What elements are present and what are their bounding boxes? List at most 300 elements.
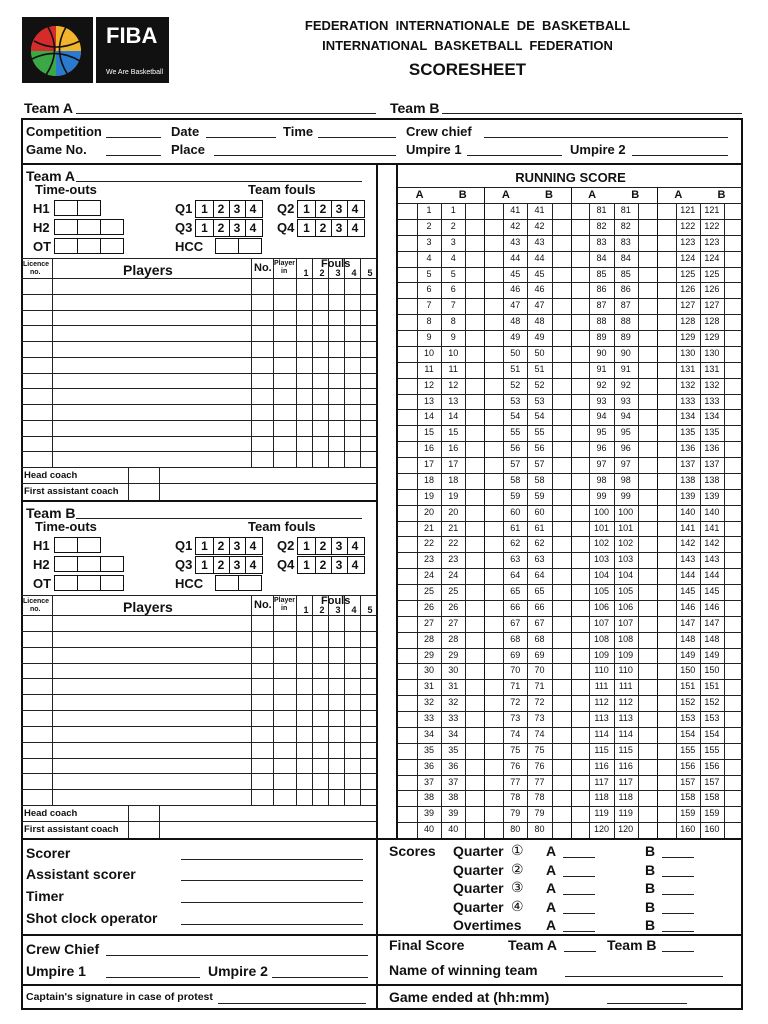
running-score-a-60[interactable]: 60 [510,506,521,517]
assistant-scorer-field[interactable] [181,880,363,881]
running-score-b-27[interactable]: 27 [448,617,459,628]
running-score-b-60[interactable]: 60 [534,506,545,517]
overtimes-b-field[interactable] [662,931,694,932]
running-score-b-63[interactable]: 63 [534,554,545,565]
running-score-a-153[interactable]: 153 [680,713,696,723]
running-score-a-32[interactable]: 32 [424,697,435,708]
running-score-b-7[interactable]: 7 [450,300,456,311]
team-b-q1-foul-4[interactable]: 4 [245,538,260,554]
running-score-b-13[interactable]: 13 [448,395,459,406]
running-score-b-75[interactable]: 75 [534,744,545,755]
running-score-a-150[interactable]: 150 [680,665,696,676]
running-score-b-40[interactable]: 40 [448,824,459,835]
running-score-a-22[interactable]: 22 [424,538,435,549]
running-score-a-132[interactable]: 132 [680,379,696,390]
running-score-a-69[interactable]: 69 [510,649,521,660]
running-score-a-3[interactable]: 3 [426,236,432,247]
running-score-a-94[interactable]: 94 [596,411,607,422]
running-score-b-62[interactable]: 62 [534,538,545,549]
team-a-timeout-box[interactable] [77,200,101,216]
running-score-a-37[interactable]: 37 [424,776,435,787]
running-score-a-114[interactable]: 114 [594,728,609,739]
team-a-q2-foul-2[interactable]: 2 [315,201,330,217]
running-score-a-36[interactable]: 36 [424,760,435,771]
running-score-a-19[interactable]: 19 [424,490,435,501]
running-score-a-6[interactable]: 6 [426,284,432,295]
team-a-player-row[interactable] [21,325,377,326]
running-score-b-58[interactable]: 58 [534,474,545,485]
running-score-a-83[interactable]: 83 [596,236,607,247]
running-score-b-126[interactable]: 126 [704,284,720,295]
team-a-player-row[interactable] [21,357,377,358]
running-score-a-143[interactable]: 143 [680,554,696,565]
team-b-name-field[interactable] [76,518,362,519]
running-score-b-66[interactable]: 66 [534,601,545,612]
running-score-a-71[interactable]: 71 [510,681,521,692]
game-no-field[interactable] [106,155,161,156]
running-score-b-122[interactable]: 122 [704,220,720,231]
umpire2-field[interactable] [632,155,728,156]
running-score-b-160[interactable]: 160 [704,824,720,835]
running-score-a-131[interactable]: 131 [680,363,696,374]
running-score-a-140[interactable]: 140 [680,506,696,517]
running-score-a-58[interactable]: 58 [510,474,521,485]
team-a-hcc-box[interactable] [215,238,239,254]
running-score-b-100[interactable]: 100 [618,506,634,517]
running-score-a-158[interactable]: 158 [680,792,696,803]
team-a-timeout-box[interactable] [77,219,101,235]
running-score-a-33[interactable]: 33 [424,713,435,723]
team-b-player-row[interactable] [21,742,377,743]
team-a-player-row[interactable] [21,373,377,374]
running-score-a-70[interactable]: 70 [510,665,521,676]
running-score-a-159[interactable]: 159 [680,808,696,819]
running-score-b-91[interactable]: 91 [620,363,631,374]
team-a-name-field[interactable] [76,181,362,182]
running-score-b-88[interactable]: 88 [620,316,631,327]
running-score-a-41[interactable]: 41 [510,205,521,215]
team-a-player-row[interactable] [21,388,377,389]
running-score-b-80[interactable]: 80 [534,824,545,835]
running-score-b-121[interactable]: 121 [704,205,720,215]
running-score-b-114[interactable]: 114 [618,728,633,739]
running-score-a-65[interactable]: 65 [510,586,521,596]
crew-chief-sign-field[interactable] [106,955,368,956]
running-score-b-55[interactable]: 55 [534,427,545,438]
running-score-a-127[interactable]: 127 [680,300,696,311]
umpire1-sign-field[interactable] [106,977,200,978]
running-score-a-51[interactable]: 51 [510,363,521,374]
running-score-a-35[interactable]: 35 [424,744,435,755]
running-score-a-141[interactable]: 141 [680,522,696,533]
team-b-timeout-box[interactable] [100,556,124,572]
running-score-a-128[interactable]: 128 [680,316,696,327]
team-a-q2-foul-3[interactable]: 3 [331,201,346,217]
running-score-b-90[interactable]: 90 [620,347,631,358]
running-score-b-93[interactable]: 93 [620,395,631,406]
running-score-a-149[interactable]: 149 [680,649,696,660]
running-score-b-51[interactable]: 51 [534,363,545,374]
running-score-b-110[interactable]: 110 [618,665,633,676]
team-b-q3-foul-3[interactable]: 3 [229,557,244,573]
quarter-3-b-field[interactable] [662,894,694,895]
running-score-a-34[interactable]: 34 [424,728,435,739]
running-score-b-156[interactable]: 156 [704,760,720,771]
running-score-a-72[interactable]: 72 [510,697,521,708]
running-score-b-89[interactable]: 89 [620,332,631,342]
team-b-q1-foul-3[interactable]: 3 [229,538,244,554]
running-score-b-99[interactable]: 99 [620,490,631,501]
running-score-b-30[interactable]: 30 [448,665,459,676]
running-score-b-101[interactable]: 101 [618,522,634,533]
running-score-b-107[interactable]: 107 [618,617,634,628]
running-score-b-6[interactable]: 6 [450,284,456,295]
running-score-b-14[interactable]: 14 [448,411,459,422]
running-score-b-49[interactable]: 49 [534,332,545,342]
running-score-b-29[interactable]: 29 [448,649,459,660]
running-score-b-153[interactable]: 153 [704,713,720,723]
running-score-b-12[interactable]: 12 [448,379,459,390]
team-a-player-row[interactable] [21,467,377,468]
running-score-a-101[interactable]: 101 [594,522,610,533]
team-b-timeout-box[interactable] [54,537,78,553]
running-score-a-157[interactable]: 157 [680,776,696,787]
running-score-a-92[interactable]: 92 [596,379,607,390]
running-score-a-27[interactable]: 27 [424,617,435,628]
running-score-a-138[interactable]: 138 [680,474,696,485]
captain-signature-field[interactable] [218,1003,366,1004]
running-score-a-155[interactable]: 155 [680,744,696,755]
running-score-a-122[interactable]: 122 [680,220,696,231]
running-score-b-154[interactable]: 154 [704,728,720,739]
running-score-b-64[interactable]: 64 [534,570,545,581]
running-score-a-136[interactable]: 136 [680,443,696,454]
running-score-a-7[interactable]: 7 [426,300,432,311]
team-a-q1-foul-1[interactable]: 1 [201,202,208,216]
running-score-a-62[interactable]: 62 [510,538,521,549]
running-score-b-67[interactable]: 67 [534,617,545,628]
running-score-a-133[interactable]: 133 [680,395,696,406]
running-score-b-76[interactable]: 76 [534,760,545,771]
team-b-player-row[interactable] [21,678,377,679]
quarter-2-b-field[interactable] [662,876,694,877]
team-a-player-row[interactable] [21,294,377,295]
team-b-q1-foul-1[interactable]: 1 [201,539,208,553]
running-score-a-8[interactable]: 8 [426,316,432,327]
running-score-b-84[interactable]: 84 [620,252,631,263]
date-field[interactable] [206,137,276,138]
team-b-player-row[interactable] [21,726,377,727]
running-score-b-31[interactable]: 31 [448,681,459,692]
running-score-b-24[interactable]: 24 [448,570,459,581]
team-a-q2-foul-1[interactable]: 1 [303,202,310,216]
running-score-a-49[interactable]: 49 [510,332,521,342]
running-score-a-135[interactable]: 135 [680,427,696,438]
running-score-b-98[interactable]: 98 [620,474,631,485]
running-score-b-125[interactable]: 125 [704,268,720,279]
running-score-a-119[interactable]: 119 [594,808,609,819]
team-a-timeout-box[interactable] [54,238,78,254]
running-score-b-5[interactable]: 5 [450,268,456,279]
winning-team-field[interactable] [565,976,723,977]
running-score-b-134[interactable]: 134 [704,411,720,422]
running-score-b-119[interactable]: 119 [618,808,633,819]
running-score-a-57[interactable]: 57 [510,459,521,469]
running-score-a-2[interactable]: 2 [426,220,432,231]
running-score-b-70[interactable]: 70 [534,665,545,676]
running-score-a-97[interactable]: 97 [596,459,607,469]
scorer-field[interactable] [181,859,363,860]
running-score-b-130[interactable]: 130 [704,347,720,358]
running-score-b-139[interactable]: 139 [704,490,720,501]
running-score-a-68[interactable]: 68 [510,633,521,644]
running-score-a-118[interactable]: 118 [594,792,609,803]
team-a-q3-foul-2[interactable]: 2 [213,220,228,236]
running-score-b-34[interactable]: 34 [448,728,459,739]
running-score-a-147[interactable]: 147 [680,617,696,628]
running-score-b-4[interactable]: 4 [450,252,456,263]
running-score-b-8[interactable]: 8 [450,316,456,327]
running-score-b-69[interactable]: 69 [534,649,545,660]
running-score-b-41[interactable]: 41 [534,205,545,215]
running-score-b-117[interactable]: 117 [618,776,633,787]
running-score-b-52[interactable]: 52 [534,379,545,390]
quarter-1-a-field[interactable] [563,857,595,858]
running-score-a-31[interactable]: 31 [424,681,435,692]
quarter-1-b-field[interactable] [662,857,694,858]
team-a-timeout-box[interactable] [100,219,124,235]
team-b-player-row[interactable] [21,663,377,664]
running-score-b-112[interactable]: 112 [618,697,633,708]
team-b-player-row[interactable] [21,773,377,774]
running-score-b-86[interactable]: 86 [620,284,631,295]
running-score-b-97[interactable]: 97 [620,459,631,469]
running-score-b-74[interactable]: 74 [534,728,545,739]
running-score-a-18[interactable]: 18 [424,474,435,485]
team-b-player-row[interactable] [21,647,377,648]
running-score-a-99[interactable]: 99 [596,490,607,501]
running-score-a-113[interactable]: 113 [594,713,609,723]
running-score-b-127[interactable]: 127 [704,300,720,311]
running-score-a-79[interactable]: 79 [510,808,521,819]
running-score-a-86[interactable]: 86 [596,284,607,295]
running-score-b-73[interactable]: 73 [534,713,545,723]
running-score-b-150[interactable]: 150 [704,665,720,676]
running-score-b-155[interactable]: 155 [704,744,720,755]
team-b-q4-foul-1[interactable]: 1 [303,558,310,572]
team-a-timeout-box[interactable] [54,219,78,235]
running-score-a-45[interactable]: 45 [510,268,521,279]
running-score-a-30[interactable]: 30 [424,665,435,676]
running-score-b-22[interactable]: 22 [448,538,459,549]
running-score-b-120[interactable]: 120 [618,824,634,835]
final-team-b-field[interactable] [662,951,694,952]
running-score-b-19[interactable]: 19 [448,490,459,501]
running-score-a-66[interactable]: 66 [510,601,521,612]
running-score-a-63[interactable]: 63 [510,554,521,565]
running-score-a-54[interactable]: 54 [510,411,521,422]
umpire1-field[interactable] [467,155,562,156]
running-score-a-137[interactable]: 137 [680,459,696,469]
running-score-b-124[interactable]: 124 [704,252,720,263]
running-score-a-129[interactable]: 129 [680,332,696,342]
running-score-a-15[interactable]: 15 [424,427,435,438]
running-score-b-39[interactable]: 39 [448,808,459,819]
team-b-timeout-box[interactable] [77,537,101,553]
team-b-q2-foul-2[interactable]: 2 [315,538,330,554]
team-b-timeout-box[interactable] [77,556,101,572]
team-a-q4-foul-1[interactable]: 1 [303,221,310,235]
running-score-a-23[interactable]: 23 [424,554,435,565]
running-score-b-65[interactable]: 65 [534,586,545,596]
running-score-a-84[interactable]: 84 [596,252,607,263]
team-a-q3-foul-3[interactable]: 3 [229,220,244,236]
team-a-name-field[interactable] [76,113,376,114]
team-b-timeout-box[interactable] [77,575,101,591]
running-score-a-80[interactable]: 80 [510,824,521,835]
running-score-a-87[interactable]: 87 [596,300,607,311]
running-score-a-116[interactable]: 116 [594,760,609,771]
running-score-a-16[interactable]: 16 [424,443,435,454]
team-a-player-row[interactable] [21,341,377,342]
running-score-a-103[interactable]: 103 [594,554,610,565]
team-a-q1-foul-2[interactable]: 2 [213,201,228,217]
running-score-b-104[interactable]: 104 [618,570,634,581]
running-score-a-160[interactable]: 160 [680,824,696,835]
running-score-b-20[interactable]: 20 [448,506,459,517]
running-score-a-61[interactable]: 61 [510,522,521,533]
running-score-b-159[interactable]: 159 [704,808,720,819]
running-score-a-20[interactable]: 20 [424,506,435,517]
running-score-b-92[interactable]: 92 [620,379,631,390]
running-score-b-72[interactable]: 72 [534,697,545,708]
running-score-b-2[interactable]: 2 [450,220,456,231]
team-a-q2-foul-4[interactable]: 4 [347,201,362,217]
running-score-a-76[interactable]: 76 [510,760,521,771]
running-score-a-93[interactable]: 93 [596,395,607,406]
running-score-b-81[interactable]: 81 [620,205,631,215]
team-a-q4-foul-3[interactable]: 3 [331,220,346,236]
running-score-a-5[interactable]: 5 [426,268,432,279]
running-score-a-44[interactable]: 44 [510,252,521,263]
running-score-b-35[interactable]: 35 [448,744,459,755]
team-a-q1-foul-3[interactable]: 3 [229,201,244,217]
running-score-b-146[interactable]: 146 [704,601,720,612]
running-score-a-111[interactable]: 111 [594,681,609,692]
running-score-a-91[interactable]: 91 [596,363,607,374]
running-score-b-16[interactable]: 16 [448,443,459,454]
running-score-a-115[interactable]: 115 [594,744,609,755]
running-score-b-9[interactable]: 9 [450,332,456,342]
running-score-b-85[interactable]: 85 [620,268,631,279]
running-score-b-87[interactable]: 87 [620,300,631,311]
running-score-a-13[interactable]: 13 [424,395,435,406]
running-score-b-94[interactable]: 94 [620,411,631,422]
running-score-b-106[interactable]: 106 [618,601,634,612]
running-score-a-10[interactable]: 10 [424,347,435,358]
running-score-a-139[interactable]: 139 [680,490,696,501]
running-score-b-118[interactable]: 118 [618,792,633,803]
running-score-a-74[interactable]: 74 [510,728,521,739]
running-score-a-121[interactable]: 121 [680,205,696,215]
team-b-player-row[interactable] [21,805,377,806]
running-score-b-149[interactable]: 149 [704,649,720,660]
team-a-q4-foul-2[interactable]: 2 [315,220,330,236]
running-score-a-96[interactable]: 96 [596,443,607,454]
game-ended-field[interactable] [607,1003,687,1004]
running-score-a-152[interactable]: 152 [680,697,696,708]
running-score-a-110[interactable]: 110 [594,665,609,676]
running-score-b-11[interactable]: 11 [448,363,458,374]
team-b-timeout-box[interactable] [54,575,78,591]
team-b-player-row[interactable] [21,758,377,759]
running-score-a-46[interactable]: 46 [510,284,521,295]
running-score-b-115[interactable]: 115 [618,744,633,755]
running-score-a-59[interactable]: 59 [510,490,521,501]
running-score-b-68[interactable]: 68 [534,633,545,644]
quarter-3-a-field[interactable] [563,894,595,895]
time-field[interactable] [318,137,396,138]
running-score-b-145[interactable]: 145 [704,586,720,596]
team-b-q4-foul-2[interactable]: 2 [315,557,330,573]
running-score-b-54[interactable]: 54 [534,411,545,422]
running-score-a-95[interactable]: 95 [596,427,607,438]
running-score-a-53[interactable]: 53 [510,395,521,406]
running-score-b-144[interactable]: 144 [704,570,720,581]
team-b-q1-foul-2[interactable]: 2 [213,538,228,554]
running-score-b-141[interactable]: 141 [704,522,720,533]
running-score-b-113[interactable]: 113 [618,713,633,723]
running-score-b-129[interactable]: 129 [704,332,720,342]
team-a-hcc-box[interactable] [238,238,262,254]
running-score-a-38[interactable]: 38 [424,792,435,803]
running-score-b-21[interactable]: 21 [448,522,459,533]
running-score-a-52[interactable]: 52 [510,379,521,390]
running-score-b-45[interactable]: 45 [534,268,545,279]
running-score-b-23[interactable]: 23 [448,554,459,565]
running-score-b-71[interactable]: 71 [534,681,545,692]
team-b-q3-foul-4[interactable]: 4 [245,557,260,573]
team-b-name-field[interactable] [442,113,742,114]
running-score-b-28[interactable]: 28 [448,633,459,644]
running-score-a-64[interactable]: 64 [510,570,521,581]
running-score-a-50[interactable]: 50 [510,347,521,358]
running-score-b-46[interactable]: 46 [534,284,545,295]
final-team-a-field[interactable] [564,951,596,952]
running-score-a-108[interactable]: 108 [594,633,610,644]
running-score-b-79[interactable]: 79 [534,808,545,819]
running-score-a-102[interactable]: 102 [594,538,610,549]
running-score-b-102[interactable]: 102 [618,538,634,549]
running-score-a-123[interactable]: 123 [680,236,696,247]
running-score-b-96[interactable]: 96 [620,443,631,454]
running-score-a-56[interactable]: 56 [510,443,521,454]
running-score-b-43[interactable]: 43 [534,236,545,247]
timer-field[interactable] [181,902,363,903]
running-score-b-137[interactable]: 137 [704,459,720,469]
running-score-a-39[interactable]: 39 [424,808,435,819]
running-score-a-89[interactable]: 89 [596,332,607,342]
running-score-b-148[interactable]: 148 [704,633,720,644]
running-score-b-59[interactable]: 59 [534,490,545,501]
place-field[interactable] [214,155,396,156]
running-score-b-15[interactable]: 15 [448,427,459,438]
running-score-b-32[interactable]: 32 [448,697,459,708]
running-score-a-73[interactable]: 73 [510,713,521,723]
running-score-b-152[interactable]: 152 [704,697,720,708]
running-score-b-95[interactable]: 95 [620,427,631,438]
running-score-a-144[interactable]: 144 [680,570,696,581]
